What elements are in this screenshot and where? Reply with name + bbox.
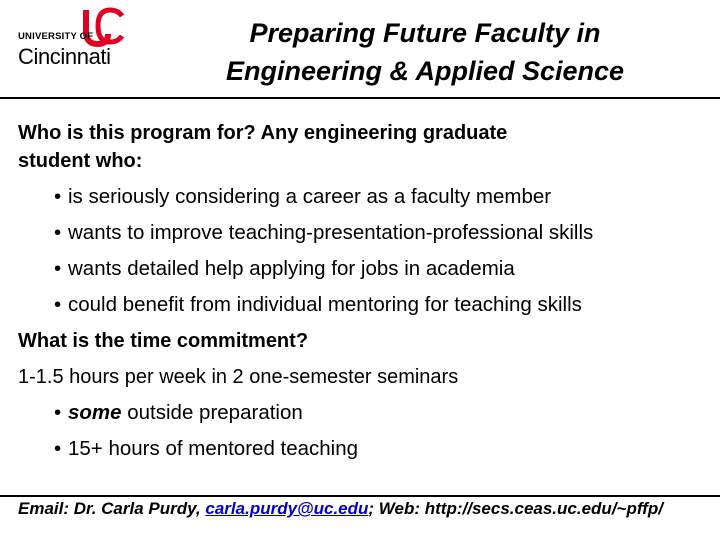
email-link[interactable]: carla.purdy@uc.edu bbox=[205, 499, 369, 518]
slide-body bbox=[18, 120, 718, 462]
audience-bullet bbox=[54, 292, 718, 318]
bullet-text: wants to improve teaching-presentation-professional skills bbox=[68, 221, 594, 244]
bullet-text: is seriously considering a career as a faculty member bbox=[68, 185, 552, 208]
title-divider bbox=[0, 97, 720, 99]
footer-contact bbox=[18, 499, 718, 519]
slide-title bbox=[150, 14, 700, 90]
title-line-1: Preparing Future Faculty in bbox=[249, 18, 601, 48]
bullet-icon: • bbox=[54, 221, 62, 244]
bullet-emphasis: some bbox=[68, 401, 122, 424]
bullet-icon: • bbox=[54, 401, 62, 424]
bullet-icon: • bbox=[54, 293, 62, 316]
title-line-2: Engineering & Applied Science bbox=[225, 56, 625, 86]
audience-bullet bbox=[54, 184, 718, 210]
bullet-text: could benefit from individual mentoring for teaching skills bbox=[68, 293, 582, 316]
footer-web-text: ; Web: http://secs.ceas.uc.edu/~pffp/ bbox=[368, 499, 663, 518]
bullet-text: wants detailed help applying for jobs in academia bbox=[68, 257, 515, 280]
university-logo bbox=[14, 6, 144, 68]
audience-bullet bbox=[54, 220, 718, 246]
time-bullet bbox=[54, 400, 718, 426]
footer-divider bbox=[0, 495, 720, 497]
bullet-text: 15+ hours of mentored teaching bbox=[68, 437, 359, 460]
footer-email-prefix: Email: Dr. Carla Purdy, bbox=[18, 499, 206, 518]
audience-bullet bbox=[54, 256, 718, 282]
bullet-text: outside preparation bbox=[121, 401, 303, 424]
question-audience-line-1: Who is this program for? Any engineering graduate bbox=[18, 122, 508, 144]
time-commitment-text: 1-1.5 hours per week in 2 one-semester seminars bbox=[18, 366, 459, 388]
logo-cincinnati: Cincinnati bbox=[18, 44, 111, 69]
question-time-commitment: What is the time commitment? bbox=[18, 330, 309, 352]
bullet-icon: • bbox=[54, 437, 62, 460]
bullet-icon: • bbox=[54, 257, 62, 280]
logo-university-of: UNIVERSITY OF bbox=[18, 31, 94, 42]
question-audience-line-2: student who: bbox=[18, 150, 143, 172]
time-bullet bbox=[54, 436, 718, 462]
bullet-icon: • bbox=[54, 185, 62, 208]
